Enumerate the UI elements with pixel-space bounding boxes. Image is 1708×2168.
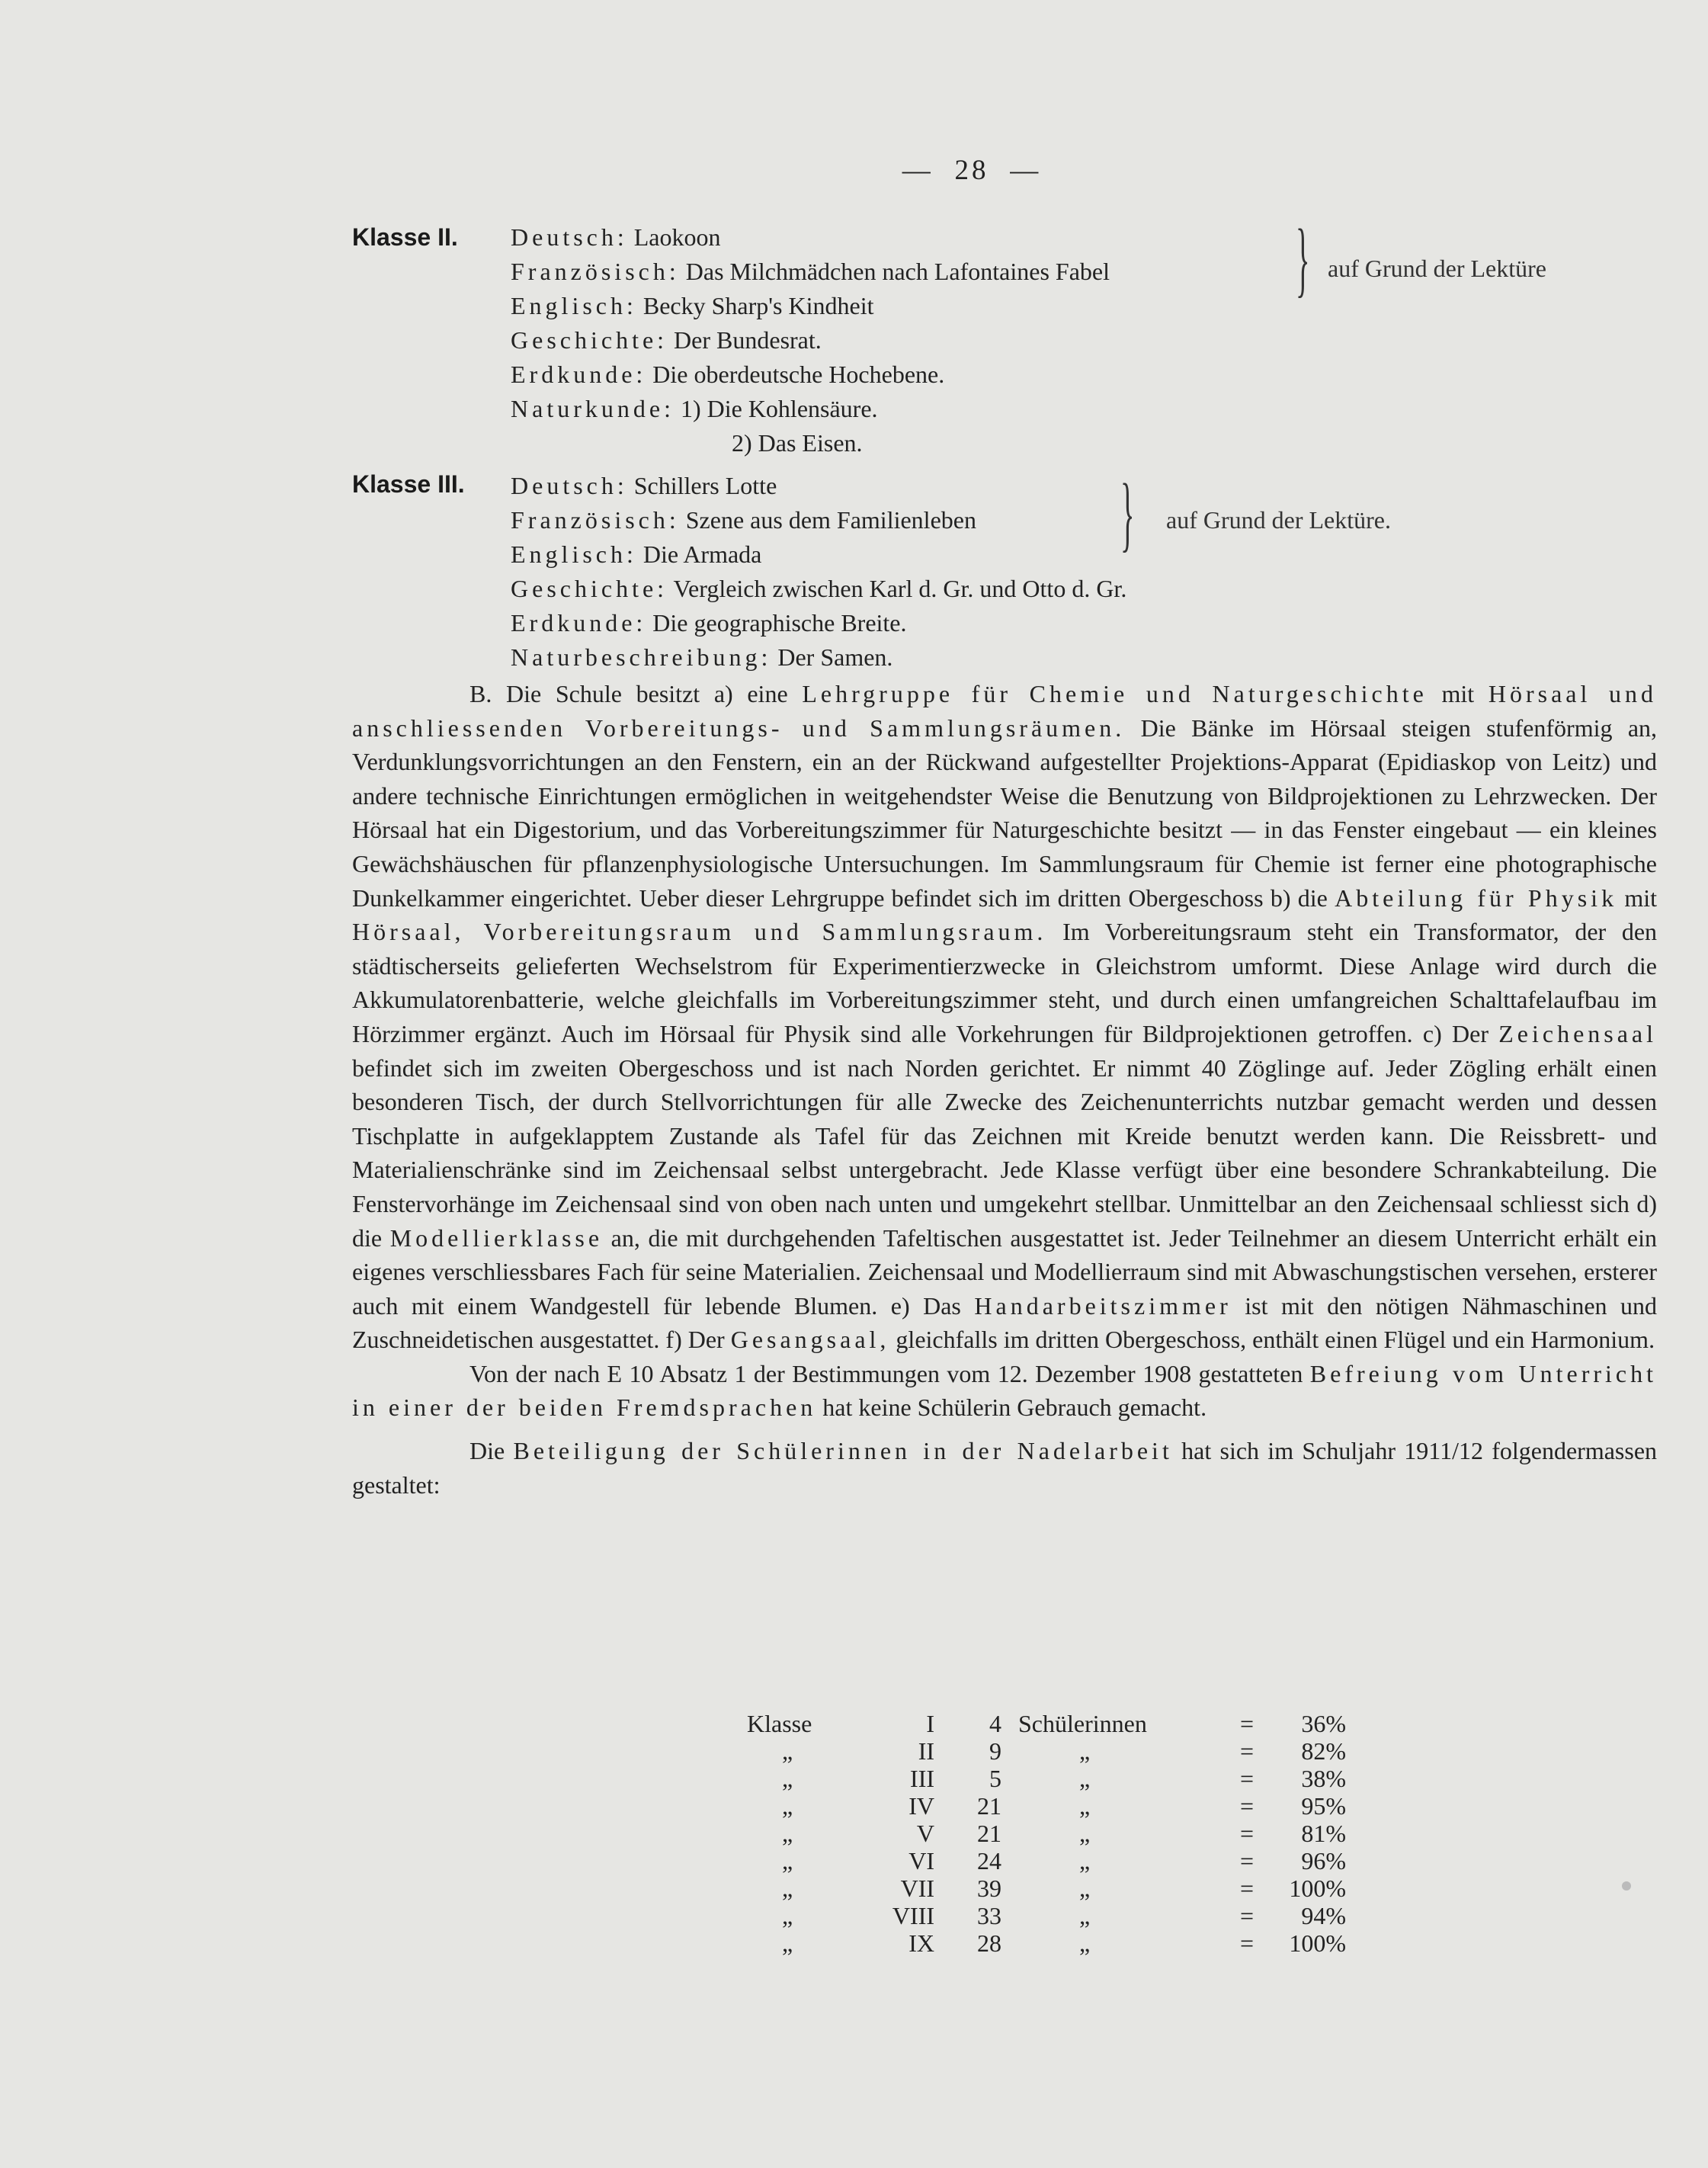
paragraph-befreiung [352,1357,1657,1425]
subject-label: Erdkunde: [511,361,647,388]
para-b-text-8: ist mit den nötigen Nähmaschinen und Zuschneidetischen ausgestattet. f) Der [352,1291,1658,1354]
cell-klasse: „ [782,1929,793,1957]
cell-count: 4 [989,1710,1001,1737]
klasse3-brace: } [1120,467,1135,560]
cell-roman: IV [908,1792,934,1820]
cell-pct: 82% [1301,1737,1346,1765]
subject-label: Geschichte: [511,326,668,354]
subject-label: Erdkunde: [511,609,647,637]
para-b-text-3: Die Bänke im Hörsaal steigen stufenförmig an, Verdunklungsvorrichtungen an den Fenstern, ein an der Rückwand aufgestellter Projektions-Apparat (Epidiaskop von Leitz) und andere technische Einrichtungen ermöglichen in weitgehendster Weise die Benutzung von Bildprojektionen zu Lehrzwecken. Der Hörsaal hat ein Digestorium, und das Vorbereitungszimmer für Naturgeschichte besitzt — in das Fenster eingebaut — ein kleines Gewächshäuschen für pflanzenphysiologische Untersuchungen. Im Sammlungsraum für Chemie ist ferner eine photographische Dunkelkammer eingerichtet. Ueber dieser Lehrgruppe befindet sich im dritten Obergeschoss b) die [352,714,1658,912]
page-number-dash-right: — [1010,155,1042,186]
table-row [747,1929,1346,1957]
cell-klasse: „ [782,1765,793,1792]
klasse2-topic-line [511,222,721,252]
para-b-spaced-1: Lehrgruppe für Chemie und Naturgeschichte [802,680,1428,707]
topic-text: Laokoon [633,223,721,251]
cell-pct: 38% [1301,1765,1346,1792]
para-b-text-9: gleichfalls im dritten Obergeschoss, enthält einen Flügel und ein Harmonium. [896,1326,1655,1354]
para-b-text-6: befindet sich im zweiten Obergeschoss und ist nach Norden gerichtet. Er nimmt 40 Zöglinge auf. Jeder Zögling erhält einen besonderen Tisch, der durch Stellvorrichtungen für alle Zwecke des Zeichenunterrichts nutzbar gemacht werden und dessen Tischplatte in aufgeklapptem Zustande als Tafel für das Zeichnen mit Kreide benutzt werden kann. Die Reissbrett- und Materialienschränke sind im Zeichensaal selbst untergebracht. Jede Klasse verfügt über eine besondere Schrankabteilung. Die Fenstervorhänge im Zeichensaal sind von oben nach unten und umgekehrt stellbar. Unmittelbar an den Zeichensaal schliesst sich d) die [352,1054,1657,1252]
cell-klasse: „ [782,1792,793,1820]
klasse2-topic-line [511,325,822,355]
cell-count: 24 [977,1847,1001,1875]
para-e10-text-2: hat keine Schülerin Gebrauch gemacht. [822,1393,1207,1422]
subject-label: Geschichte: [511,575,668,602]
topic-text: Der Bundesrat. [674,326,822,354]
para-b-spaced-5: Zeichensaal [1498,1019,1658,1047]
para-b-spaced-3: Abteilung für Physik [1335,884,1618,912]
topic-text: 2) Das Eisen. [732,429,863,457]
klasse3-topic-line [511,470,777,501]
cell-klasse: „ [782,1902,793,1929]
para-b-text-1: B. Die Schule besitzt a) eine [469,680,788,707]
cell-klasse: „ [782,1737,793,1765]
cell-count: 39 [977,1875,1001,1902]
subject-label: Deutsch: [511,223,628,251]
cell-eq: = [1239,1902,1255,1929]
cell-count: 5 [989,1765,1001,1792]
topic-text: Becky Sharp's Kindheit [643,292,874,319]
cell-pct: 36% [1301,1710,1346,1737]
para-b-spaced-4: Hörsaal, Vorbereitungsraum und Sammlungsraum. [352,918,1047,946]
cell-roman: III [910,1765,934,1792]
topic-text: Vergleich zwischen Karl d. Gr. und Otto d. Gr. [673,575,1127,602]
subject-label: Deutsch: [511,472,628,499]
cell-klasse: „ [782,1847,793,1875]
para-nadel-text-1: Die [469,1437,505,1465]
para-b-text-7: an, die mit durchgehenden Tafeltischen ausgestattet ist. Jeder Teilnehmer an diesem Unterricht erhält ein eigenes verschliessbares Fach für seine Materialien. Zeichensaal und Modellierraum sind mit Abwaschungstischen versehen, ersterer auch mit einem Wandgestell für lebende Blumen. e) Das [352,1224,1658,1320]
nadelarbeit-table [747,1710,1346,1957]
topic-text: Die oberdeutsche Hochebene. [652,361,945,388]
table-row [747,1765,1346,1792]
klasse2-brace: } [1296,212,1310,305]
klasse2-topic-line [511,359,944,390]
subject-label: Naturbeschreibung: [511,643,772,671]
cell-eq: = [1239,1820,1255,1847]
cell-count: 21 [977,1792,1001,1820]
cell-label: „ [1079,1929,1091,1957]
topic-text: Die geographische Breite. [652,609,907,637]
cell-roman: V [916,1820,934,1847]
para-b-text-2: mit [1441,680,1475,707]
para-b-spaced-2: Hörsaal und anschliessenden Vorbereitungs- und Sammlungsräumen. [352,680,1658,742]
paragraph-b [352,677,1657,1357]
cell-eq: = [1239,1792,1255,1820]
para-e10-spaced-1: Befreiung vom Unterricht in einer der beiden Fremdsprachen [352,1359,1658,1422]
klasse3-topic-line [511,539,761,569]
cell-eq: = [1239,1847,1255,1875]
cell-klasse: Klasse [747,1710,812,1737]
para-nadel-text-2: hat sich im Schuljahr 1911/12 folgendermassen gestaltet: [352,1437,1658,1499]
page-number [0,154,1708,187]
cell-pct: 96% [1301,1847,1346,1875]
cell-label: „ [1079,1792,1091,1820]
cell-count: 28 [977,1929,1001,1957]
table-row [747,1710,1346,1737]
speck-dot [1622,1881,1631,1891]
para-b-spaced-6: Modellierklasse [389,1224,604,1252]
cell-eq: = [1239,1737,1255,1765]
para-b-spaced-7: Handarbeitszimmer [974,1291,1232,1320]
cell-roman: IX [908,1929,934,1957]
cell-pct: 100% [1289,1875,1346,1902]
table-row [747,1902,1346,1929]
klasse3-brace-note: auf Grund der Lektüre. [1166,506,1391,534]
cell-label: Schülerinnen [1018,1710,1147,1737]
para-b-text-5: Im Vorbereitungsraum steht ein Transformator, der den städtischerseits gelieferten Wechselstrom für Experimentierzwecke in Gleichstrom umformt. Diese Anlage wird durch die Akkumulatorenbatterie, welche gleichfalls im Vorbereitungszimmer steht, und durch einen umfangreichen Schalttafelaufbau im Hörzimmer ergänzt. Auch im Hörsaal für Physik sind alle Vorkehrungen für Bildprojektionen getroffen. c) Der [352,918,1658,1047]
table-row [747,1847,1346,1875]
cell-pct: 95% [1301,1792,1346,1820]
cell-eq: = [1239,1929,1255,1957]
subject-label: Naturkunde: [511,395,675,422]
cell-roman: VIII [892,1902,934,1929]
cell-label: „ [1079,1847,1091,1875]
table-row [747,1875,1346,1902]
topic-text: 1) Die Kohlensäure. [680,395,878,422]
page-number-value: 28 [954,155,989,186]
cell-label: „ [1079,1737,1091,1765]
klasse2-label: Klasse II. [352,223,458,251]
subject-label: Englisch: [511,292,637,319]
klasse3-topic-line [511,573,1126,604]
topic-text: Das Milchmädchen nach Lafontaines Fabel [685,258,1110,285]
cell-eq: = [1239,1710,1255,1737]
para-b-spaced-8: Gesangsaal, [730,1326,890,1354]
cell-label: „ [1079,1765,1091,1792]
cell-count: 21 [977,1820,1001,1847]
klasse2-topic-line [511,393,878,424]
cell-count: 33 [977,1902,1001,1929]
cell-roman: VI [908,1847,934,1875]
cell-klasse: „ [782,1820,793,1847]
klasse2-topic-line [511,428,863,458]
cell-eq: = [1239,1875,1255,1902]
klasse3-topic-line [511,642,892,672]
klasse2-topic-line [511,290,873,321]
cell-pct: 94% [1301,1902,1346,1929]
body-text [352,677,1657,1502]
subject-label: Englisch: [511,540,637,568]
subject-label: Französisch: [511,258,680,285]
para-e10-text-1: Von der nach E 10 Absatz 1 der Bestimmungen vom 12. Dezember 1908 gestatteten [469,1359,1303,1387]
cell-label: „ [1079,1820,1091,1847]
cell-roman: I [926,1710,934,1737]
topic-text: Die Armada [643,540,762,568]
page-number-dash-left: — [902,155,934,186]
topic-text: Der Samen. [777,643,893,671]
para-b-text-4: mit [1624,884,1658,912]
topic-text: Szene aus dem Familienleben [685,506,976,534]
cell-eq: = [1239,1765,1255,1792]
klasse3-topic-line [511,608,907,638]
klasse2-brace-note: auf Grund der Lektüre [1328,255,1546,282]
klasse3-label: Klasse III. [352,470,465,498]
para-nadel-spaced-1: Beteiligung der Schülerinnen in der Nadelarbeit [513,1437,1173,1465]
cell-count: 9 [989,1737,1001,1765]
cell-pct: 81% [1301,1820,1346,1847]
klasse2-topic-line [511,256,1110,287]
cell-klasse: „ [782,1875,793,1902]
table-row [747,1792,1346,1820]
cell-roman: II [918,1737,934,1765]
paragraph-nadelarbeit [352,1434,1657,1502]
klasse3-topic-line [511,505,976,535]
topic-text: Schillers Lotte [633,472,777,499]
subject-label: Französisch: [511,506,680,534]
table-row [747,1820,1346,1847]
table-row [747,1737,1346,1765]
cell-label: „ [1079,1902,1091,1929]
cell-pct: 100% [1289,1929,1346,1957]
cell-roman: VII [900,1875,934,1902]
cell-label: „ [1079,1875,1091,1902]
